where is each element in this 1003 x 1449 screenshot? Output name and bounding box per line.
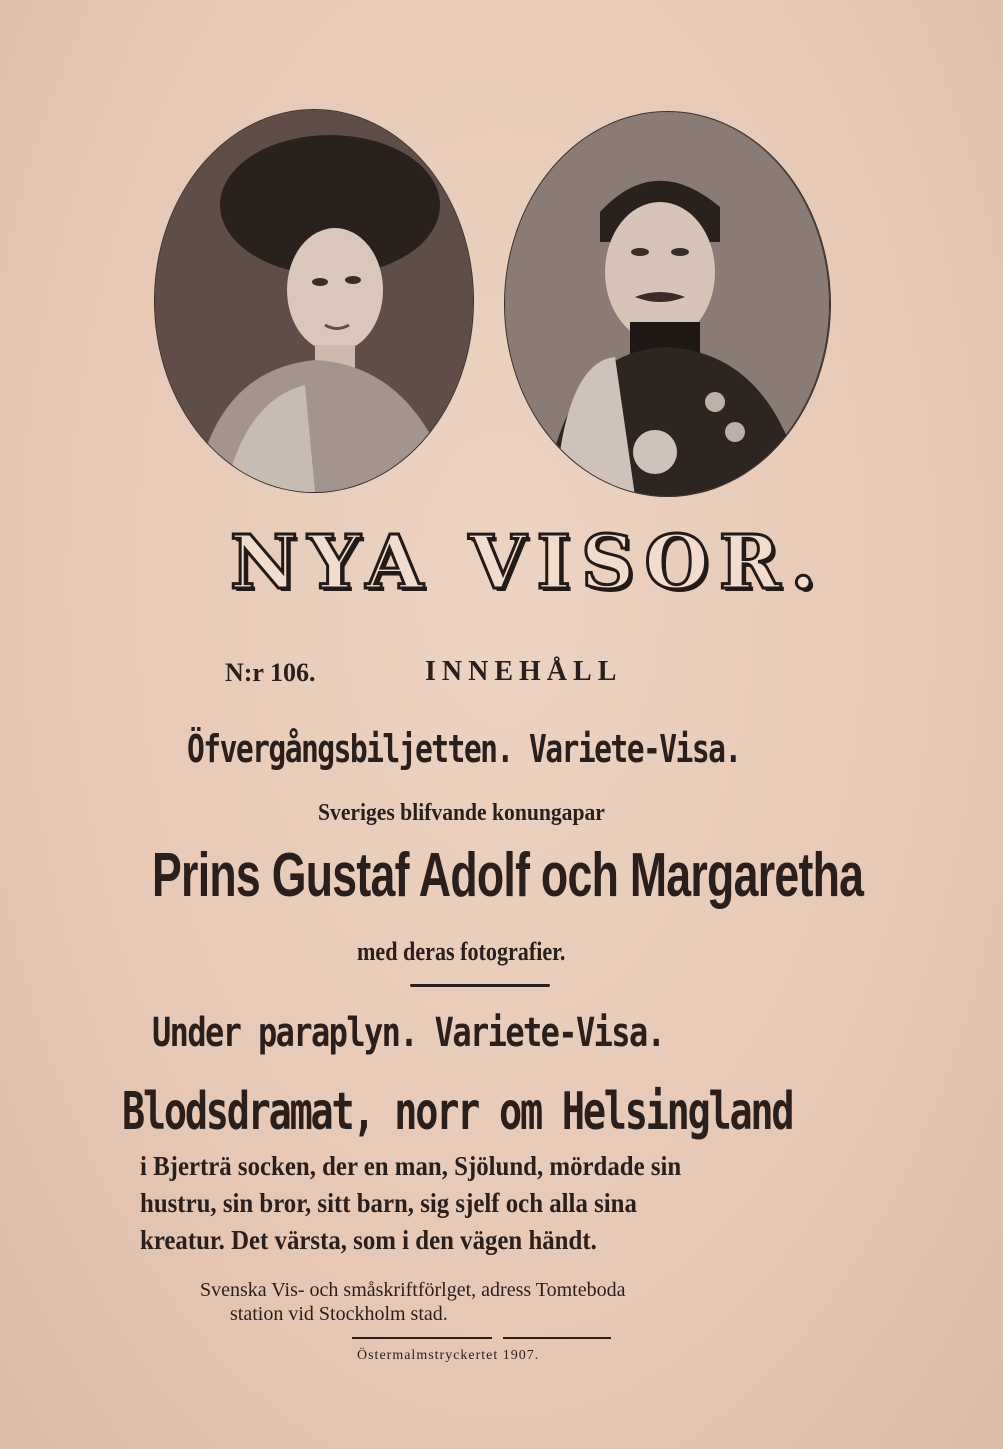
portrait-man-uniform-icon <box>505 112 830 496</box>
portrait-woman-image <box>155 110 473 492</box>
song-title-2: Under paraplyn. Variete-Visa. <box>152 1010 665 1056</box>
rule-right <box>503 1337 611 1339</box>
song-title-1: Öfvergångsbiljetten. Variete-Visa. <box>187 727 741 771</box>
publisher-info <box>200 1278 800 1326</box>
rule-left <box>352 1337 492 1339</box>
description-line: i Bjerträ socken, der en man, Sjölund, mördade sin <box>140 1151 682 1181</box>
contents-heading: INNEHÅLL <box>425 656 623 687</box>
with-photos-note: med deras fotografier. <box>357 937 566 966</box>
divider <box>410 984 550 987</box>
publisher-line: Svenska Vis- och småskriftförlget, adress Tomteboda <box>200 1279 626 1301</box>
pamphlet-title: NYA VISOR. <box>230 520 827 606</box>
description-line: kreatur. Det värsta, som i den vägen händt. <box>140 1225 597 1255</box>
printer-imprint: Östermalmstryckertet 1907. <box>357 1348 540 1363</box>
song-3-description <box>140 1148 840 1259</box>
description-line: hustru, sin bror, sitt barn, sig sjelf och alla sina <box>140 1188 637 1218</box>
royal-couple-subtitle: Sveriges blifvande konungapar <box>318 800 605 826</box>
issue-number: N:r 106. <box>225 658 316 687</box>
song-title-3: Blodsdramat, norr om Helsingland <box>122 1082 793 1142</box>
royal-couple-names: Prins Gustaf Adolf och Margaretha <box>152 841 864 910</box>
portrait-woman-icon <box>155 110 473 492</box>
portrait-man-image <box>505 112 830 496</box>
publisher-line: station vid Stockholm stad. <box>230 1303 448 1325</box>
